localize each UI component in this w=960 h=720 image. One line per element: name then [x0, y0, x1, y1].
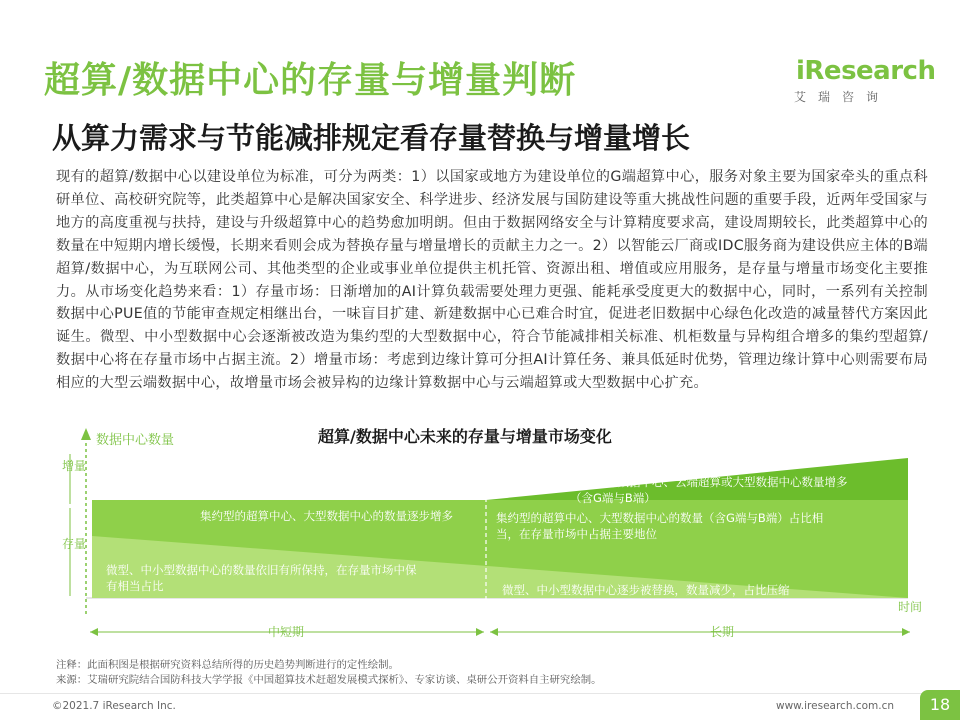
stock-increment-diagram — [50, 426, 930, 652]
logo-chinese: 艾瑞咨询 — [794, 90, 891, 104]
note-line: 注释：此面积图是根据研究资料总结所得的历史趋势判断进行的定性绘制。 — [56, 659, 399, 671]
page-title: 超算/数据中心的存量与增量判断 — [44, 60, 577, 101]
y-axis-arrow-icon — [81, 428, 91, 440]
y-axis-label: 数据中心数量 — [96, 433, 175, 448]
band-label-long-edge: 新建的边缘数据中心、云端超算或大型数据中心数量增多 （含G端与B端） — [560, 475, 848, 505]
short-mid-arrow-right-icon — [476, 628, 484, 636]
website-link[interactable]: www.iresearch.com.cn — [776, 700, 895, 712]
increment-label: 增量 — [62, 459, 87, 473]
diagram-title: 超算/数据中心未来的存量与增量市场变化 — [318, 427, 612, 446]
notes-block — [56, 658, 602, 688]
period-long: 长期 — [710, 625, 735, 639]
footer-divider — [0, 693, 960, 694]
copyright: ©2021.7 iResearch Inc. — [52, 700, 176, 712]
page-number: 18 — [920, 690, 960, 720]
body-paragraph: 现有的超算/数据中心以建设单位为标准，可分为两类：1）以国家或地方为建设单位的G端超算中心，服务对象主要为国家牵头的重点科研单位、高校研究院等，此类超算中心是解决国家安全、科学进步、经济发展与国防建设等重大挑战性问题的重要手段，近两年受国家与地方的高度重视与扶持，建设与升级超算中心的趋势愈加明朗。但由于数据网络安全与计算精度要求高，建设周期较长，此类超算中心的数量在中短期内增长缓慢，长期来看则会成为替换存量与增量增长的贡献主力之一。2）以智能云厂商或IDC服务商为建设供应主体的B端超算/数据中心，为互联网公司、其他类型的企业或事业单位提供主机托管、资源出租、增值或应用服务，是存量与增量市场变化主要推力。从市场变化趋势来看：1）存量市场：日渐增加的AI计算负载需要处理力更强、能耗承受度更大的数据中心，同时，一系列有关控制数据中心PUE值的节能审查规定相继出台，一味盲目扩建、新建数据中心已难合时宜，促进老旧数据中心绿色化改造的减量替代方案因此诞生。微型、中小型数据中心会逐渐被改造为集约型的大型数据中心，符合节能减排相关标准、机柜数量与异构组合增多的集约型超算/数据中心将在存量市场中占据主流。2）增量市场：考虑到边缘计算可分担AI计算任务、兼具低延时优势，管理边缘计算中心则需要布局相应的大型云端数据中心，故增量市场会被异构的边缘计算数据中心与云端超算或大型数据中心扩充。 — [56, 169, 928, 392]
diagram-svg — [50, 426, 930, 652]
stock-label: 存量 — [62, 537, 87, 551]
band-label-long-small: 微型、中小型数据中心逐步被替换，数量减少，占比压缩 — [502, 583, 790, 597]
logo-wordmark: iResearch — [796, 56, 936, 86]
band-label-short-mid-small: 微型、中小型数据中心的数量依旧有所保持，在存量市场中保 有相当占比 — [106, 563, 417, 593]
x-axis-label: 时间 — [898, 600, 923, 614]
long-arrow-right-icon — [902, 628, 910, 636]
band-label-short-mid-large: 集约型的超算中心、大型数据中心的数量逐步增多 — [200, 509, 453, 523]
source-line: 来源：艾瑞研究院结合国防科技大学学报《中国超算技术赶超发展模式探析》、专家访谈、桌研公开资料自主研究绘制。 — [56, 674, 602, 686]
band-label-long-large: 集约型的超算中心、大型数据中心的数量（含G端与B端）占比相 当，在存量市场中占据主要地位 — [496, 511, 824, 541]
period-short-mid: 中短期 — [268, 625, 305, 639]
page-subtitle: 从算力需求与节能减排规定看存量替换与增量增长 — [52, 121, 691, 155]
iresearch-logo — [790, 56, 936, 108]
short-mid-arrow-left-icon — [90, 628, 98, 636]
long-arrow-left-icon — [490, 628, 498, 636]
